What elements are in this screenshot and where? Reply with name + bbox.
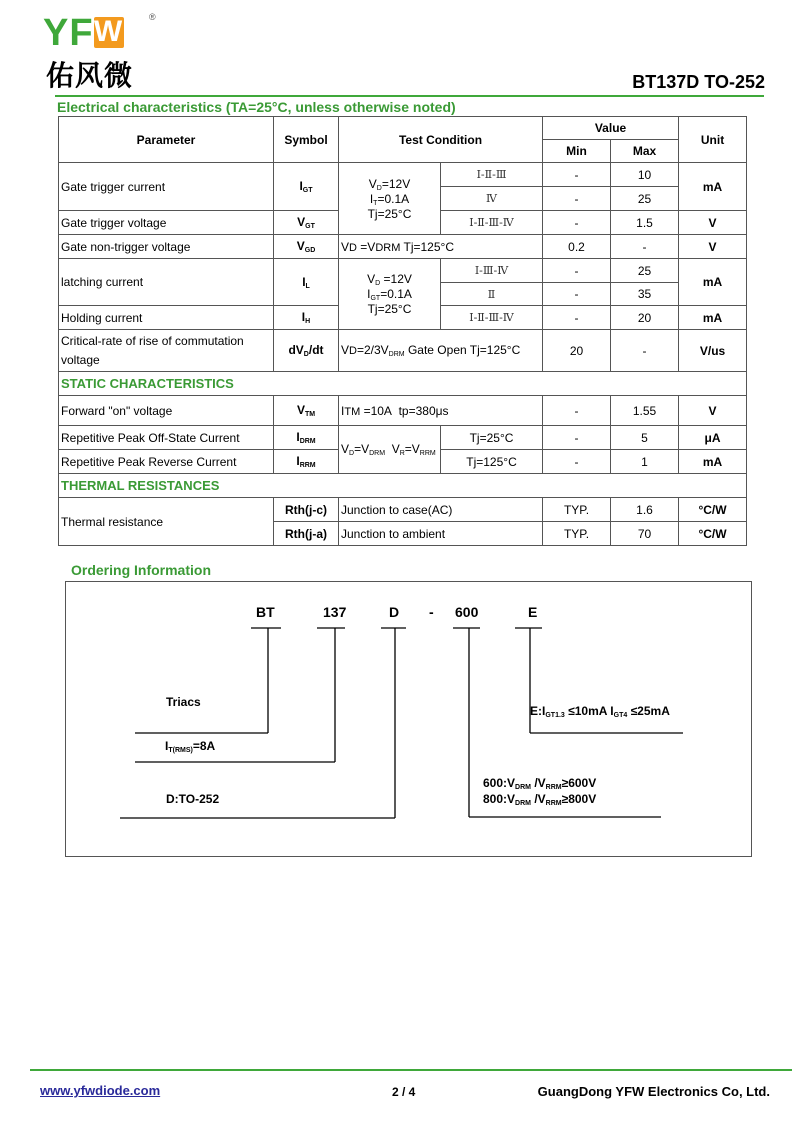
part-suffix: E [528, 604, 538, 620]
cond-latching: $V_D =12V$ $I_{GT}=0.1A$ Tj=25°C [339, 259, 441, 330]
logo-w: W [93, 15, 124, 48]
quadrant: Ⅱ [441, 283, 543, 306]
quadrant: Ⅰ-Ⅱ-Ⅲ-Ⅳ [441, 211, 543, 235]
logo-yf: YF [43, 12, 94, 54]
max-value: 25 [611, 187, 679, 211]
unit: V [679, 235, 747, 259]
min-value: - [543, 259, 611, 283]
logo-chinese: 佑风微 [46, 59, 134, 92]
min-value: 0.2 [543, 235, 611, 259]
min-value: - [543, 163, 611, 187]
unit: °C/W [679, 522, 747, 546]
table-section-row [59, 474, 747, 498]
part-series: 137 [323, 604, 347, 620]
table-row [59, 259, 747, 283]
header-parameter: Parameter [59, 117, 274, 163]
cond-junction-ambient: Junction to ambient [339, 522, 543, 546]
unit: V/us [679, 330, 747, 372]
temp-condition: Tj=125°C [441, 450, 543, 474]
param-gate-trigger-current: Gate trigger current [59, 163, 274, 211]
param-holding-current: Holding current [59, 306, 274, 330]
unit: °C/W [679, 498, 747, 522]
param-off-state-current: Repetitive Peak Off-State Current [59, 426, 274, 450]
param-gate-trigger-voltage: Gate trigger voltage [59, 211, 274, 235]
company-logo [43, 14, 163, 94]
min-value: - [543, 187, 611, 211]
label-current-rating: $I_{T(RMS)}=8A$ [165, 739, 216, 754]
part-voltage-code: 600 [455, 604, 479, 620]
min-value: - [543, 426, 611, 450]
quadrant: Ⅰ-Ⅱ-Ⅲ-Ⅳ [441, 306, 543, 330]
min-value: - [543, 396, 611, 426]
symbol-ih: $I_H$ [274, 306, 339, 330]
cond-gate-trigger: $V_D=12V$ $I_T=0.1A$ Tj=25°C [339, 163, 441, 235]
label-voltage-800: $800:V_{DRM}$ $/V_{RRM}\ge 800V$ [483, 792, 597, 807]
table-row [59, 498, 747, 522]
quadrant: Ⅳ [441, 187, 543, 211]
min-value: - [543, 283, 611, 306]
cond-forward-voltage: ITM =10A tp=380μs [339, 396, 543, 426]
part-package-code: D [389, 604, 400, 620]
symbol-vgd: $V_{GD}$ [274, 235, 339, 259]
max-value: - [611, 330, 679, 372]
unit: μA [679, 426, 747, 450]
table-row [59, 396, 747, 426]
param-reverse-current: Repetitive Peak Reverse Current [59, 450, 274, 474]
cond-junction-case: Junction to case(AC) [339, 498, 543, 522]
symbol-vtm: $V_{TM}$ [274, 396, 339, 426]
company-name: GuangDong YFW Electronics Co, Ltd. [537, 1084, 770, 1099]
website-link[interactable]: www.yfwdiode.com [40, 1083, 161, 1098]
min-value: - [543, 211, 611, 235]
thermal-resistances-heading: THERMAL RESISTANCES [59, 474, 747, 498]
label-voltage-600: $600:V_{DRM}$ $/V_{RRM}\ge 600V$ [483, 776, 597, 791]
cond-gate-non-trigger: VD =VDRM Tj=125°C [339, 235, 543, 259]
label-package: D:TO-252 [166, 792, 220, 806]
quadrant: Ⅰ-Ⅲ-Ⅳ [441, 259, 543, 283]
unit: mA [679, 259, 747, 306]
header-max: Max [611, 140, 679, 163]
symbol-il: $I_L$ [274, 259, 339, 306]
header-min: Min [543, 140, 611, 163]
cond-peak-current: $V_D=V_{DRM}$ $V_R=V_{RRM}$ [339, 426, 441, 474]
param-gate-non-trigger-voltage: Gate non-trigger voltage [59, 235, 274, 259]
footer-rule [30, 1069, 792, 1071]
symbol-igt: $I_{GT}$ [274, 163, 339, 211]
label-e-suffix: $E:I_{GT1.3} \le 10mA$ $I_{GT4} \le 25mA$ [530, 704, 670, 719]
max-value: 20 [611, 306, 679, 330]
page-number: 2 / 4 [392, 1085, 416, 1099]
ordering-diagram-lines [65, 581, 752, 857]
table-row [59, 163, 747, 187]
unit: V [679, 211, 747, 235]
symbol-rth-jc: Rth(j-c) [274, 498, 339, 522]
param-latching-current: latching current [59, 259, 274, 306]
header-unit: Unit [679, 117, 747, 163]
ordering-info-title: Ordering Information [71, 562, 211, 578]
typ-value: 70 [611, 522, 679, 546]
max-value: 5 [611, 426, 679, 450]
max-value: - [611, 235, 679, 259]
symbol-irrm: $I_{RRM}$ [274, 450, 339, 474]
max-value: 35 [611, 283, 679, 306]
typ-label: TYP. [543, 522, 611, 546]
param-critical-rate: Critical-rate of rise of commutation voltage [59, 330, 274, 372]
unit: mA [679, 306, 747, 330]
cond-critical-rate: $VD=2/3V_{DRM}$ Gate Open Tj=125°C [339, 330, 543, 372]
typ-value: 1.6 [611, 498, 679, 522]
header-value: Value [543, 117, 679, 140]
header-test-condition: Test Condition [339, 117, 543, 163]
unit: V [679, 396, 747, 426]
max-value: 1.55 [611, 396, 679, 426]
symbol-idrm: $I_{DRM}$ [274, 426, 339, 450]
max-value: 1.5 [611, 211, 679, 235]
unit: mA [679, 450, 747, 474]
header-rule [55, 95, 764, 97]
param-forward-voltage: Forward "on" voltage [59, 396, 274, 426]
header-symbol: Symbol [274, 117, 339, 163]
param-thermal-resistance: Thermal resistance [59, 498, 274, 546]
label-triacs: Triacs [166, 695, 201, 709]
quadrant: Ⅰ-Ⅱ-Ⅲ [441, 163, 543, 187]
max-value: 25 [611, 259, 679, 283]
symbol-dvdt: $dV_D/dt$ [274, 330, 339, 372]
electrical-characteristics-table [58, 116, 747, 546]
max-value: 1 [611, 450, 679, 474]
table-row [59, 235, 747, 259]
table-row [59, 426, 747, 450]
table-section-row [59, 372, 747, 396]
section-title: Electrical characteristics (TA=25°C, unless otherwise noted) [57, 99, 456, 115]
part-prefix: BT [256, 604, 275, 620]
min-value: - [543, 450, 611, 474]
table-row [59, 330, 747, 372]
typ-label: TYP. [543, 498, 611, 522]
max-value: 10 [611, 163, 679, 187]
part-separator: - [429, 604, 434, 620]
symbol-vgt: $V_{GT}$ [274, 211, 339, 235]
temp-condition: Tj=25°C [441, 426, 543, 450]
min-value: 20 [543, 330, 611, 372]
static-characteristics-heading: STATIC CHARACTERISTICS [59, 372, 747, 396]
symbol-rth-ja: Rth(j-a) [274, 522, 339, 546]
registered-mark: ® [149, 12, 156, 22]
logo-text [43, 14, 124, 52]
unit: mA [679, 163, 747, 211]
min-value: - [543, 306, 611, 330]
document-title: BT137D TO-252 [632, 72, 765, 92]
